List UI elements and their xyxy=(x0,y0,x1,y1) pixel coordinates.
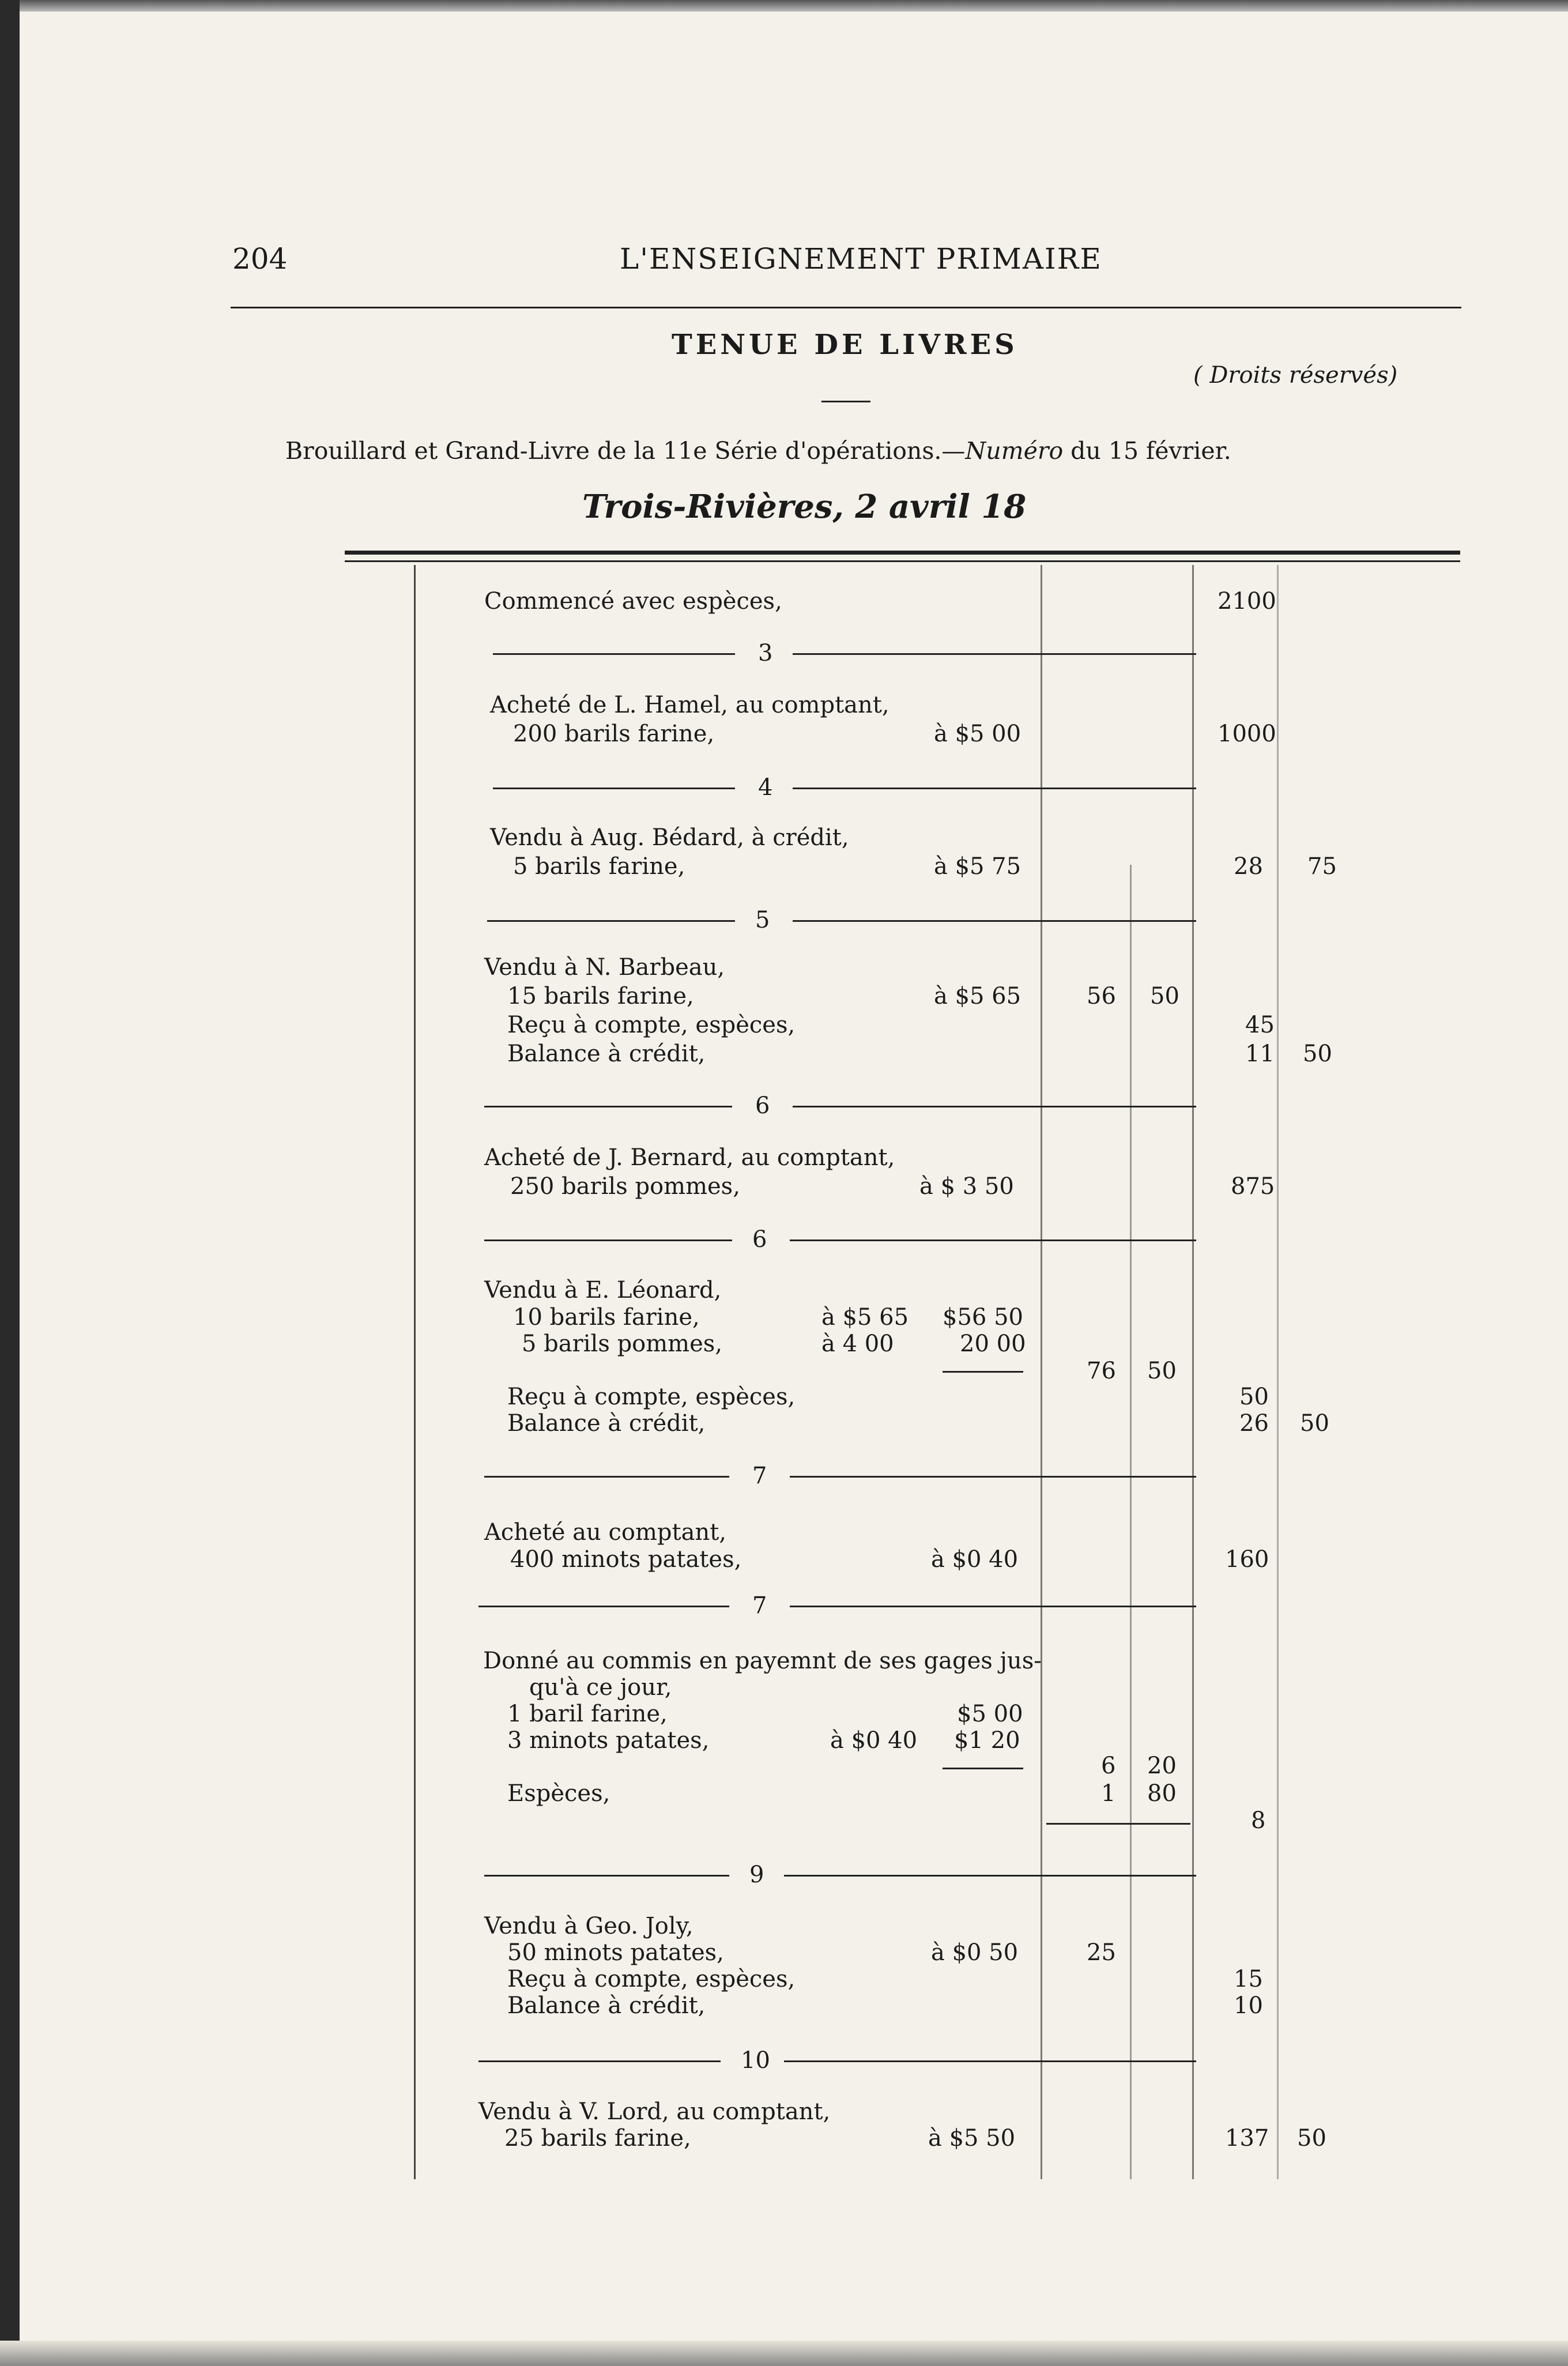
entry-line: Espèces, xyxy=(507,1780,610,1807)
entry-line: Reçu à compte, espèces, xyxy=(507,1966,796,1992)
page-number: 204 xyxy=(232,242,288,276)
mid-amount-cents: 50 xyxy=(1150,983,1179,1009)
date-separator-right xyxy=(784,2060,1196,2062)
intro-italic: Numéro xyxy=(965,437,1064,465)
intro-before: Brouillard et Grand-Livre de la 11e Série d'opérations.— xyxy=(285,437,966,465)
col-rule-mid-b xyxy=(1130,865,1132,2179)
date-separator-left xyxy=(484,1476,729,1478)
ledger-top-rule xyxy=(345,551,1460,555)
entry-price: à $5 00 xyxy=(934,721,1022,747)
entry-line: Reçu à compte, espèces, xyxy=(507,1384,796,1410)
entry-line: 5 barils farine, xyxy=(513,853,685,880)
rights-notice: ( Droits réservés) xyxy=(1193,362,1398,389)
entry-price: à $5 65 xyxy=(934,983,1022,1009)
subtotal-rule xyxy=(943,1371,1023,1373)
entry-line: Reçu à compte, espèces, xyxy=(507,1012,796,1038)
entry-amount-cents: 50 xyxy=(1297,2125,1326,2152)
entry-line: Vendu à V. Lord, au comptant, xyxy=(478,2098,831,2125)
scan-edge-bottom xyxy=(0,2341,1568,2366)
col-rule-right-b xyxy=(1277,565,1279,2179)
entry-amount: 160 xyxy=(1225,1546,1269,1573)
date-separator-right xyxy=(793,1106,1196,1107)
col-rule-mid-a xyxy=(1041,565,1042,2179)
entry-line: Vendu à Aug. Bédard, à crédit, xyxy=(490,824,849,851)
entry-amount-cents: 75 xyxy=(1307,853,1337,880)
date-label: 7 xyxy=(752,1463,767,1489)
entry-line: 250 barils pommes, xyxy=(510,1173,740,1200)
entry-line: 15 barils farine, xyxy=(507,983,694,1009)
date-separator-right xyxy=(793,653,1196,655)
section-title: TENUE DE LIVRES xyxy=(672,329,1018,361)
sub-amount: $56 50 xyxy=(943,1304,1023,1331)
col-rule-left xyxy=(414,565,416,2179)
date-label: 3 xyxy=(758,640,773,666)
mid-amount: 1 xyxy=(1101,1780,1116,1807)
entry-opening-line: Commencé avec espèces, xyxy=(484,588,782,615)
right-amount: 50 xyxy=(1239,1384,1269,1410)
sub-price: à $0 40 xyxy=(830,1727,918,1754)
date-separator-left xyxy=(484,1875,729,1877)
date-label: 5 xyxy=(755,907,770,933)
sub-amount: $5 00 xyxy=(957,1701,1023,1727)
entry-price: à $0 40 xyxy=(931,1546,1019,1573)
scan-edge-left xyxy=(0,0,20,2366)
mid-amount: 25 xyxy=(1087,1939,1116,1966)
date-separator-right xyxy=(790,1606,1196,1607)
date-separator-left xyxy=(484,1239,732,1241)
date-separator-right xyxy=(793,788,1196,789)
entry-line: Vendu à Geo. Joly, xyxy=(484,1913,693,1939)
entry-line: Donné au commis en payemnt de ses gages jus- xyxy=(483,1648,1042,1674)
sub-price: à $5 65 xyxy=(821,1304,909,1331)
date-label: 6 xyxy=(752,1226,767,1253)
entry-price: à $5 50 xyxy=(928,2125,1016,2152)
entry-line: Acheté au comptant, xyxy=(484,1519,726,1546)
entry-opening-amount: 2100 xyxy=(1218,588,1276,615)
entry-line: Acheté de L. Hamel, au comptant, xyxy=(490,692,889,718)
right-amount-cents: 50 xyxy=(1300,1410,1329,1437)
entry-line: qu'à ce jour, xyxy=(529,1674,672,1701)
header-rule xyxy=(231,307,1461,308)
date-separator-left xyxy=(484,1106,732,1107)
sub-amount: 20 00 xyxy=(960,1331,1026,1357)
date-label: 7 xyxy=(752,1592,767,1619)
date-separator-right xyxy=(790,1476,1196,1478)
right-amount: 26 xyxy=(1239,1410,1269,1437)
entry-amount: 1000 xyxy=(1218,721,1276,747)
running-header: L'ENSEIGNEMENT PRIMAIRE xyxy=(620,242,1102,276)
entry-price: à $ 3 50 xyxy=(919,1173,1014,1200)
scan-edge-top xyxy=(0,0,1568,12)
right-amount: 15 xyxy=(1234,1966,1263,1992)
entry-line: 3 minots patates, xyxy=(507,1727,710,1754)
date-separator-right xyxy=(784,1875,1196,1877)
entry-amount: 137 xyxy=(1225,2125,1269,2152)
mid-amount-cents: 50 xyxy=(1147,1358,1177,1384)
mid-amount-cents: 20 xyxy=(1147,1753,1177,1779)
right-amount: 45 xyxy=(1245,1012,1275,1038)
entry-amount: 875 xyxy=(1231,1173,1275,1200)
date-separator-left xyxy=(493,653,735,655)
date-separator-left xyxy=(487,920,735,922)
date-separator-right xyxy=(793,920,1196,922)
entry-line: Vendu à E. Léonard, xyxy=(484,1277,722,1303)
date-label: 4 xyxy=(758,774,773,801)
entry-line: 25 barils farine, xyxy=(504,2125,691,2152)
entry-price: à $0 50 xyxy=(931,1939,1019,1966)
title-short-rule xyxy=(821,401,870,402)
date-label: 6 xyxy=(755,1092,770,1119)
mid-amount: 56 xyxy=(1087,983,1116,1009)
entry-line: 200 barils farine, xyxy=(513,721,715,747)
subtotal-rule xyxy=(943,1768,1023,1769)
place-date: Trois-Rivières, 2 avril 18 xyxy=(582,488,1027,526)
mid-amount: 76 xyxy=(1087,1358,1116,1384)
intro-after: du 15 février. xyxy=(1063,437,1231,465)
entry-line: 50 minots patates, xyxy=(507,1939,724,1966)
right-amount: 8 xyxy=(1251,1807,1266,1834)
date-label: 10 xyxy=(741,2047,770,2074)
entry-line: Balance à crédit, xyxy=(507,1410,706,1437)
date-separator-left xyxy=(478,2060,721,2062)
col-rule-right-a xyxy=(1192,565,1194,2179)
date-separator-left xyxy=(493,788,735,789)
entry-price: à $5 75 xyxy=(934,853,1022,880)
date-separator-right xyxy=(790,1239,1196,1241)
right-amount-cents: 50 xyxy=(1303,1041,1332,1067)
entry-line: Vendu à N. Barbeau, xyxy=(484,954,725,981)
date-label: 9 xyxy=(749,1862,764,1888)
entry-amount: 28 xyxy=(1234,853,1263,880)
subtotal-rule xyxy=(1046,1823,1190,1825)
entry-line: 400 minots patates, xyxy=(510,1546,742,1573)
entry-line: 5 barils pommes, xyxy=(522,1331,723,1357)
intro-line xyxy=(285,437,1231,465)
sub-amount: $1 20 xyxy=(954,1727,1020,1754)
right-amount: 11 xyxy=(1245,1041,1275,1067)
entry-line: 1 baril farine, xyxy=(507,1701,668,1727)
date-separator-left xyxy=(478,1606,729,1607)
right-amount: 10 xyxy=(1234,1992,1263,2019)
entry-line: 10 barils farine, xyxy=(513,1304,700,1331)
entry-line: Acheté de J. Bernard, au comptant, xyxy=(484,1144,895,1171)
mid-amount: 6 xyxy=(1101,1753,1116,1779)
mid-amount-cents: 80 xyxy=(1147,1780,1177,1807)
sub-price: à 4 00 xyxy=(821,1331,894,1357)
entry-line: Balance à crédit, xyxy=(507,1992,706,2019)
entry-line: Balance à crédit, xyxy=(507,1041,706,1067)
ledger-top-rule-2 xyxy=(345,560,1460,562)
